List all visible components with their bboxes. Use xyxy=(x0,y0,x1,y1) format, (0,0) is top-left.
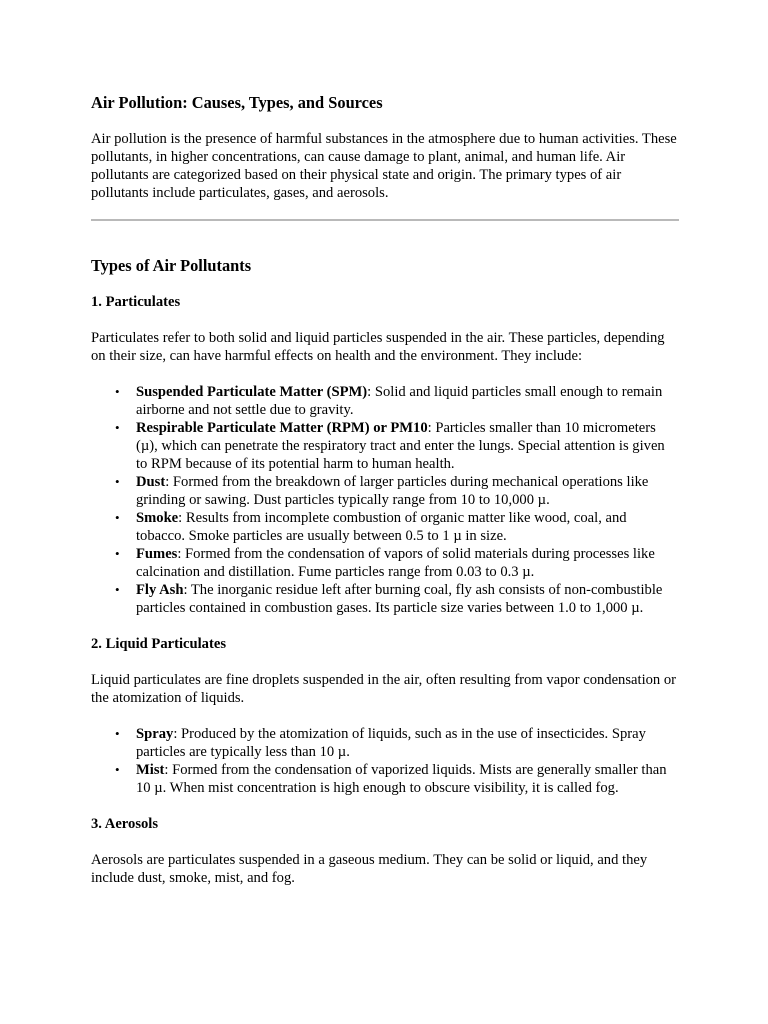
list-item-desc: : Formed from the condensation of vapors of solid materials during processes like calcination and distillation. Fume particles range from 0.03 to 0.3 µ. xyxy=(136,546,655,580)
list-item xyxy=(115,545,679,581)
bullet-icon: • xyxy=(115,474,120,489)
list-item-desc: : Results from incomplete combustion of organic matter like wood, coal, and tobacco. Smoke particles are usually between 0.5 to 1 µ in size. xyxy=(136,510,627,544)
list-item-term: Dust xyxy=(136,474,166,490)
bullet-icon: • xyxy=(115,582,120,597)
list-item-desc: : Formed from the breakdown of larger particles during mechanical operations like grinding or sawing. Dust particles typically range from 10 to 10,000 µ. xyxy=(136,474,649,508)
list-item-term: Fly Ash xyxy=(136,582,184,598)
document-content xyxy=(91,94,679,887)
list-item-desc: : Solid and liquid particles small enough to remain airborne and not settle due to gravity. xyxy=(136,384,663,418)
list-item-desc: : Produced by the atomization of liquids, such as in the use of insecticides. Spray particles are typically less than 10 µ. xyxy=(136,726,646,760)
liquid-particulates-intro: Liquid particulates are fine droplets suspended in the air, often resulting from vapor condensation or the atomization of liquids. xyxy=(91,672,677,706)
liquid-particulates-list xyxy=(91,725,679,797)
list-item-term: Spray xyxy=(136,726,174,742)
section-title: Types of Air Pollutants xyxy=(91,256,252,275)
liquid-particulates-heading: 2. Liquid Particulates xyxy=(91,636,226,652)
list-item-desc: : Particles smaller than 10 micrometers (µ), which can penetrate the respiratory tract and enter the lungs. Special attention is given to RPM because of its potential harm to human health. xyxy=(136,420,665,472)
list-item-term: Mist xyxy=(136,762,165,778)
list-item xyxy=(115,581,679,617)
bullet-icon: • xyxy=(115,420,120,435)
bullet-icon: • xyxy=(115,384,120,399)
list-item xyxy=(115,383,679,419)
bullet-icon: • xyxy=(115,762,120,777)
particulates-heading: 1. Particulates xyxy=(91,294,181,310)
list-item-desc: : The inorganic residue left after burning coal, fly ash consists of non-combustible particles contained in combustion gases. Its particle size varies between 1.0 to 1,000 µ. xyxy=(136,582,663,616)
list-item xyxy=(115,725,679,761)
list-item-term: Fumes xyxy=(136,546,178,562)
list-item xyxy=(115,473,679,509)
aerosols-intro: Aerosols are particulates suspended in a gaseous medium. They can be solid or liquid, and they include dust, smoke, mist, and fog. xyxy=(91,852,648,886)
bullet-icon: • xyxy=(115,726,120,741)
particulates-list xyxy=(91,383,679,617)
section-divider xyxy=(91,219,679,221)
list-item-desc: : Formed from the condensation of vaporized liquids. Mists are generally smaller than 10 µ. When mist concentration is high enough to obscure visibility, it is called fog. xyxy=(136,762,667,796)
intro-paragraph: Air pollution is the presence of harmful substances in the atmosphere due to human activities. These pollutants, in higher concentrations, can cause damage to plant, animal, and human life. Air pollutants are categorized based on their physical state and origin. The primary types of air pollutants include particulates, gases, and aerosols. xyxy=(91,131,677,201)
list-item-term: Respirable Particulate Matter (RPM) or PM10 xyxy=(136,420,428,436)
page-title: Air Pollution: Causes, Types, and Sources xyxy=(91,93,383,112)
list-item xyxy=(115,509,679,545)
list-item-term: Suspended Particulate Matter (SPM) xyxy=(136,384,368,400)
list-item-term: Smoke xyxy=(136,510,179,526)
bullet-icon: • xyxy=(115,510,120,525)
list-item xyxy=(115,761,679,797)
aerosols-heading: 3. Aerosols xyxy=(91,816,159,832)
bullet-icon: • xyxy=(115,546,120,561)
particulates-intro: Particulates refer to both solid and liquid particles suspended in the air. These particles, depending on their size, can have harmful effects on health and the environment. They include: xyxy=(91,330,665,364)
list-item xyxy=(115,419,679,473)
